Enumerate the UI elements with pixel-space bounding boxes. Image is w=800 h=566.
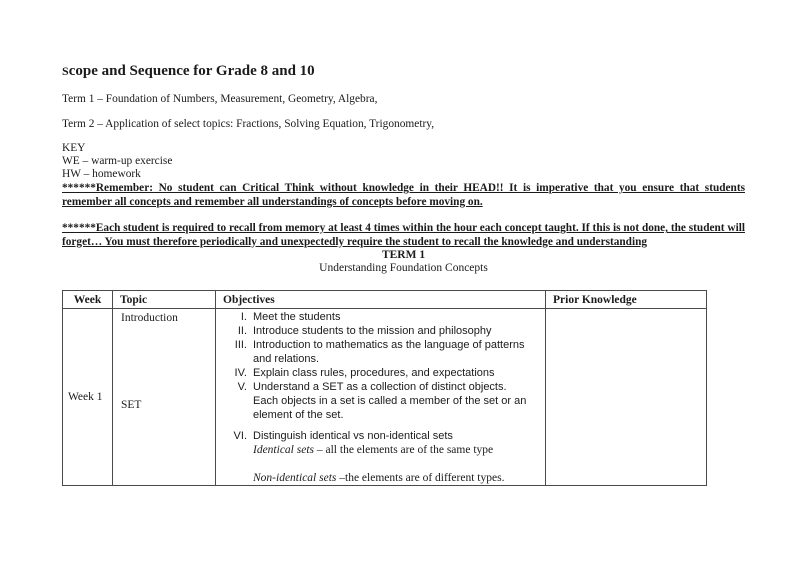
objective-item: [219, 380, 533, 422]
key-block: [62, 142, 745, 181]
week-cell: [63, 309, 113, 486]
week-label: Week 1: [68, 391, 103, 403]
nonidentical-sets-text: [253, 471, 533, 485]
objective-text: Explain class rules, procedures, and expectations: [253, 367, 495, 379]
objective-item: [219, 324, 533, 338]
objective-text: Understand a SET as a collection of distinct objects. Each objects in a set is called a member of the set or an element of the set.: [253, 381, 530, 421]
objective-text: Meet the students: [253, 311, 341, 323]
objective-item: [219, 338, 533, 366]
document-page: [62, 63, 745, 486]
objective-numeral: III.: [234, 339, 247, 351]
prior-knowledge-cell: [546, 309, 707, 486]
doc-title: [62, 63, 745, 80]
objective-numeral: II.: [237, 325, 247, 337]
objective-item: [219, 429, 533, 443]
objective-numeral: IV.: [234, 367, 247, 379]
doc-title-rest: cope and Sequence for Grade 8 and 10: [68, 63, 315, 79]
empty-numeral: [219, 471, 247, 485]
reminder-paragraph-2: ******Each student is required to recall from memory at least 4 times within the hour each concept taught. If this is not done, the student will forget… You must therefore periodically and unexpectedly require the student to recall the knowledge and understanding: [62, 222, 745, 248]
key-heading: KEY: [62, 142, 86, 154]
topic-cell: [113, 309, 216, 486]
doc-title-initial: S: [62, 64, 69, 78]
objective-item: [219, 310, 533, 324]
identical-sets-lead: Identical sets: [253, 444, 314, 456]
table-header-row: [63, 291, 707, 309]
identical-sets-text: [253, 443, 533, 457]
key-homework-line: HW – homework: [62, 168, 141, 180]
term-heading: TERM 1: [381, 249, 426, 261]
objective-text: Introduction to mathematics as the language of patterns and relations.: [253, 339, 528, 365]
col-header-prior-knowledge: Prior Knowledge: [546, 291, 707, 309]
objective-item: [219, 366, 533, 380]
schedule-table: [62, 290, 707, 486]
reminder-paragraph-1: ******Remember: No student can Critical Think without knowledge in their HEAD!! It is imperative that you ensure that students remember all concepts and remember all understandings of concepts before moving on.: [62, 182, 745, 208]
objectives-cell: [216, 309, 546, 486]
nonidentical-sets-lead: Non-identical sets: [253, 472, 337, 484]
topic-set: SET: [121, 399, 142, 411]
term1-line: Term 1 – Foundation of Numbers, Measurement, Geometry, Algebra,: [62, 93, 378, 105]
objective-numeral: VI.: [233, 430, 247, 442]
col-header-week: Week: [63, 291, 113, 309]
col-header-topic: Topic: [113, 291, 216, 309]
term2-line: Term 2 – Application of select topics: Fractions, Solving Equation, Trigonometry,: [62, 118, 435, 130]
empty-numeral: [219, 443, 247, 457]
term-subheading: Understanding Foundation Concepts: [319, 262, 488, 274]
col-header-objectives: Objectives: [216, 291, 546, 309]
topic-introduction: Introduction: [121, 312, 178, 324]
nonidentical-sets-line: [219, 471, 533, 485]
table-row: [63, 309, 707, 486]
nonidentical-sets-rest: –the elements are of different types.: [336, 472, 505, 484]
objective-text: Introduce students to the mission and philosophy: [253, 325, 492, 337]
identical-sets-line: [219, 443, 533, 457]
identical-sets-rest: – all the elements are of the same type: [314, 444, 494, 456]
objective-numeral: V.: [237, 381, 247, 393]
objective-numeral: I.: [240, 311, 247, 323]
key-warmup-line: WE – warm-up exercise: [62, 155, 173, 167]
objective-text: Distinguish identical vs non-identical sets: [253, 430, 453, 442]
